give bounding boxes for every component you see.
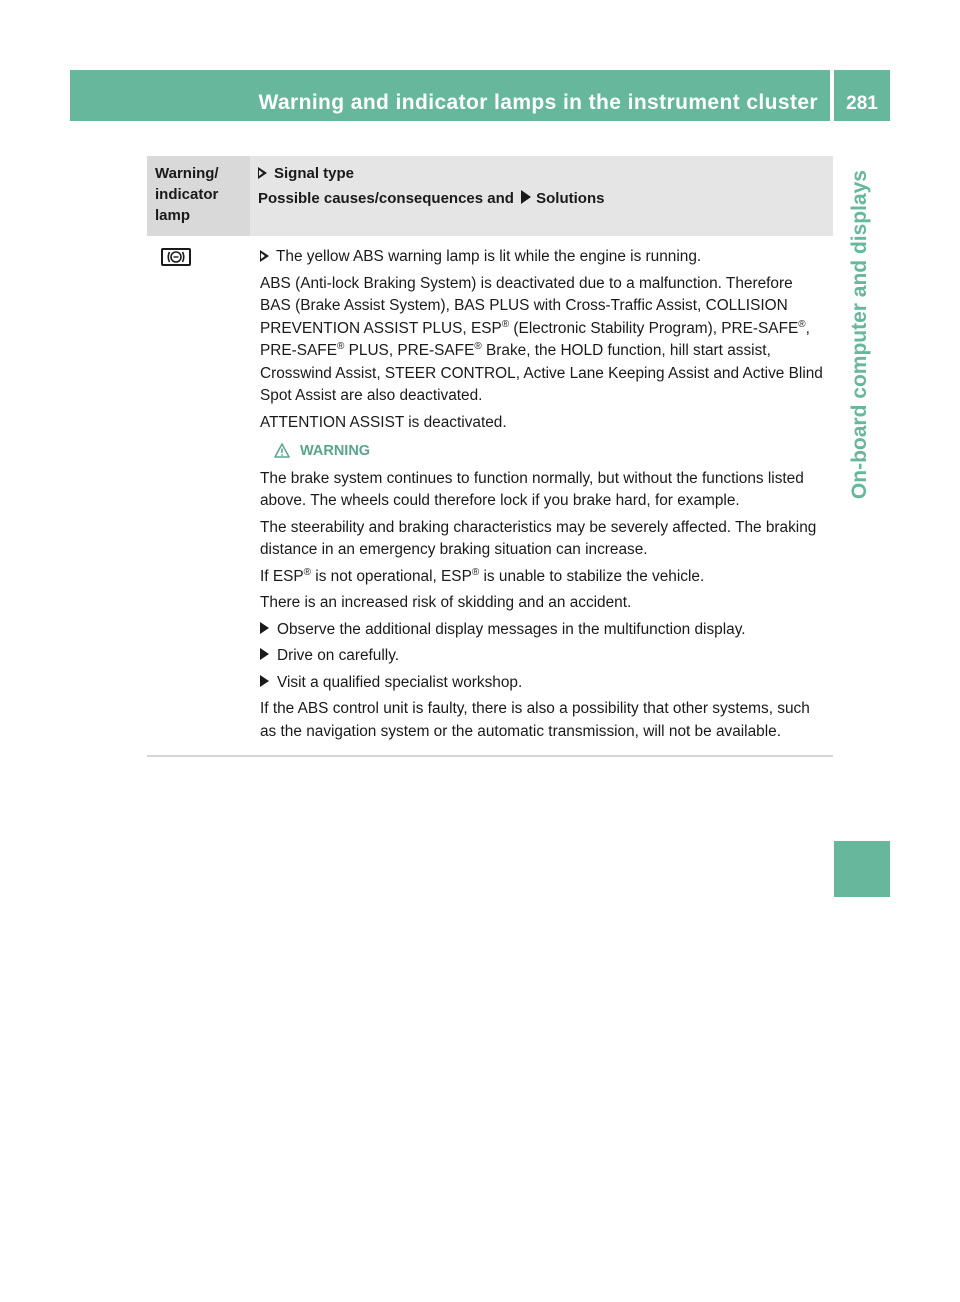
- header-signal-line: [258, 163, 825, 184]
- esp-text-b: is not operational, ESP: [311, 567, 472, 585]
- esp-text-a: If ESP: [260, 567, 304, 585]
- step-text: Visit a qualified specialist workshop.: [277, 673, 523, 691]
- chapter-label: On-board computer and displays: [848, 170, 871, 500]
- warning-triangle-icon: [274, 443, 290, 458]
- esp-text-c: is unable to stabilize the vehicle.: [479, 567, 705, 585]
- warning-label: WARNING: [300, 443, 371, 459]
- section-header-bar: [70, 70, 830, 121]
- chapter-marker: [834, 841, 890, 897]
- page-number: 281: [846, 93, 878, 114]
- registered-mark: ®: [336, 340, 345, 352]
- signal-text: The yellow ABS warning lamp is lit while the engine is running.: [276, 248, 702, 265]
- cause-text-e: Brake, the HOLD function, hill start assist, Crosswind Assist, STEER CONTROL, Active Lane Keeping Assist and Active Blind Spot Assist are also deactivated.: [260, 342, 823, 404]
- list-item: [260, 645, 827, 668]
- column-header-lamp: Warning/ indicator lamp: [147, 156, 250, 236]
- esp-paragraph: [260, 566, 827, 589]
- list-item: [260, 619, 827, 642]
- table-header-row: [147, 156, 833, 236]
- registered-mark: ®: [471, 566, 480, 578]
- column-header-signal: [250, 156, 833, 236]
- header-causes-line: [258, 188, 825, 209]
- solutions-arrow-icon: [521, 190, 531, 204]
- registered-mark: ®: [303, 566, 311, 578]
- signal-type-icon: [258, 167, 267, 179]
- signal-type-icon: [260, 250, 269, 262]
- page-number-box: [834, 70, 890, 121]
- table-row: [147, 236, 833, 756]
- cause-text-d: PLUS, PRE-SAFE: [344, 342, 475, 359]
- header-causes: Possible causes/consequences and: [258, 190, 514, 207]
- step-arrow-icon: [260, 622, 269, 634]
- footer-note: If the ABS control unit is faulty, there is also a possibility that other systems, such as the navigation system or the automatic transmission, will not be available.: [260, 700, 810, 740]
- risk-paragraph: There is an increased risk of skidding and an accident.: [260, 594, 632, 611]
- cause-text-a: ABS (Anti-lock Braking System) is deactivated due to a malfunction. Therefore BAS (Brake Assist System), BAS PLUS with Cross-Traffic Assist, COLLISION PREVENTION ASSIST PLUS, ESP: [260, 274, 793, 337]
- warning-text-1: The brake system continues to function normally, but without the functions listed above. The wheels could therefore lock if you brake hard, for example.: [260, 469, 804, 509]
- registered-mark: ®: [501, 318, 510, 330]
- step-text: Drive on carefully.: [277, 647, 400, 664]
- cause-text-c: , PRE-SAFE: [260, 319, 810, 359]
- warning-heading: [260, 440, 827, 463]
- section-title: Warning and indicator lamps in the instrument cluster: [258, 91, 818, 114]
- warning-lamp-table: [147, 156, 833, 757]
- header-solutions: Solutions: [536, 190, 605, 207]
- description-cell: [250, 236, 833, 756]
- signal-description: [260, 246, 827, 269]
- list-item: [260, 672, 827, 695]
- abs-warning-lamp-icon: [161, 248, 191, 266]
- registered-mark: ®: [798, 318, 806, 330]
- step-text: Observe the additional display messages in the multifunction display.: [277, 620, 746, 638]
- step-arrow-icon: [260, 675, 269, 687]
- header-signal-type: Signal type: [274, 165, 355, 182]
- step-arrow-icon: [260, 648, 269, 660]
- lamp-cell: [147, 236, 250, 756]
- cause-text-b: (Electronic Stability Program), PRE-SAFE: [509, 319, 799, 337]
- cause-paragraph: [260, 273, 827, 408]
- registered-mark: ®: [474, 340, 482, 352]
- attention-paragraph: ATTENTION ASSIST is deactivated.: [260, 413, 507, 431]
- warning-text-2: The steerability and braking characteristics may be severely affected. The braking distance in an emergency braking situation can increase.: [260, 518, 817, 558]
